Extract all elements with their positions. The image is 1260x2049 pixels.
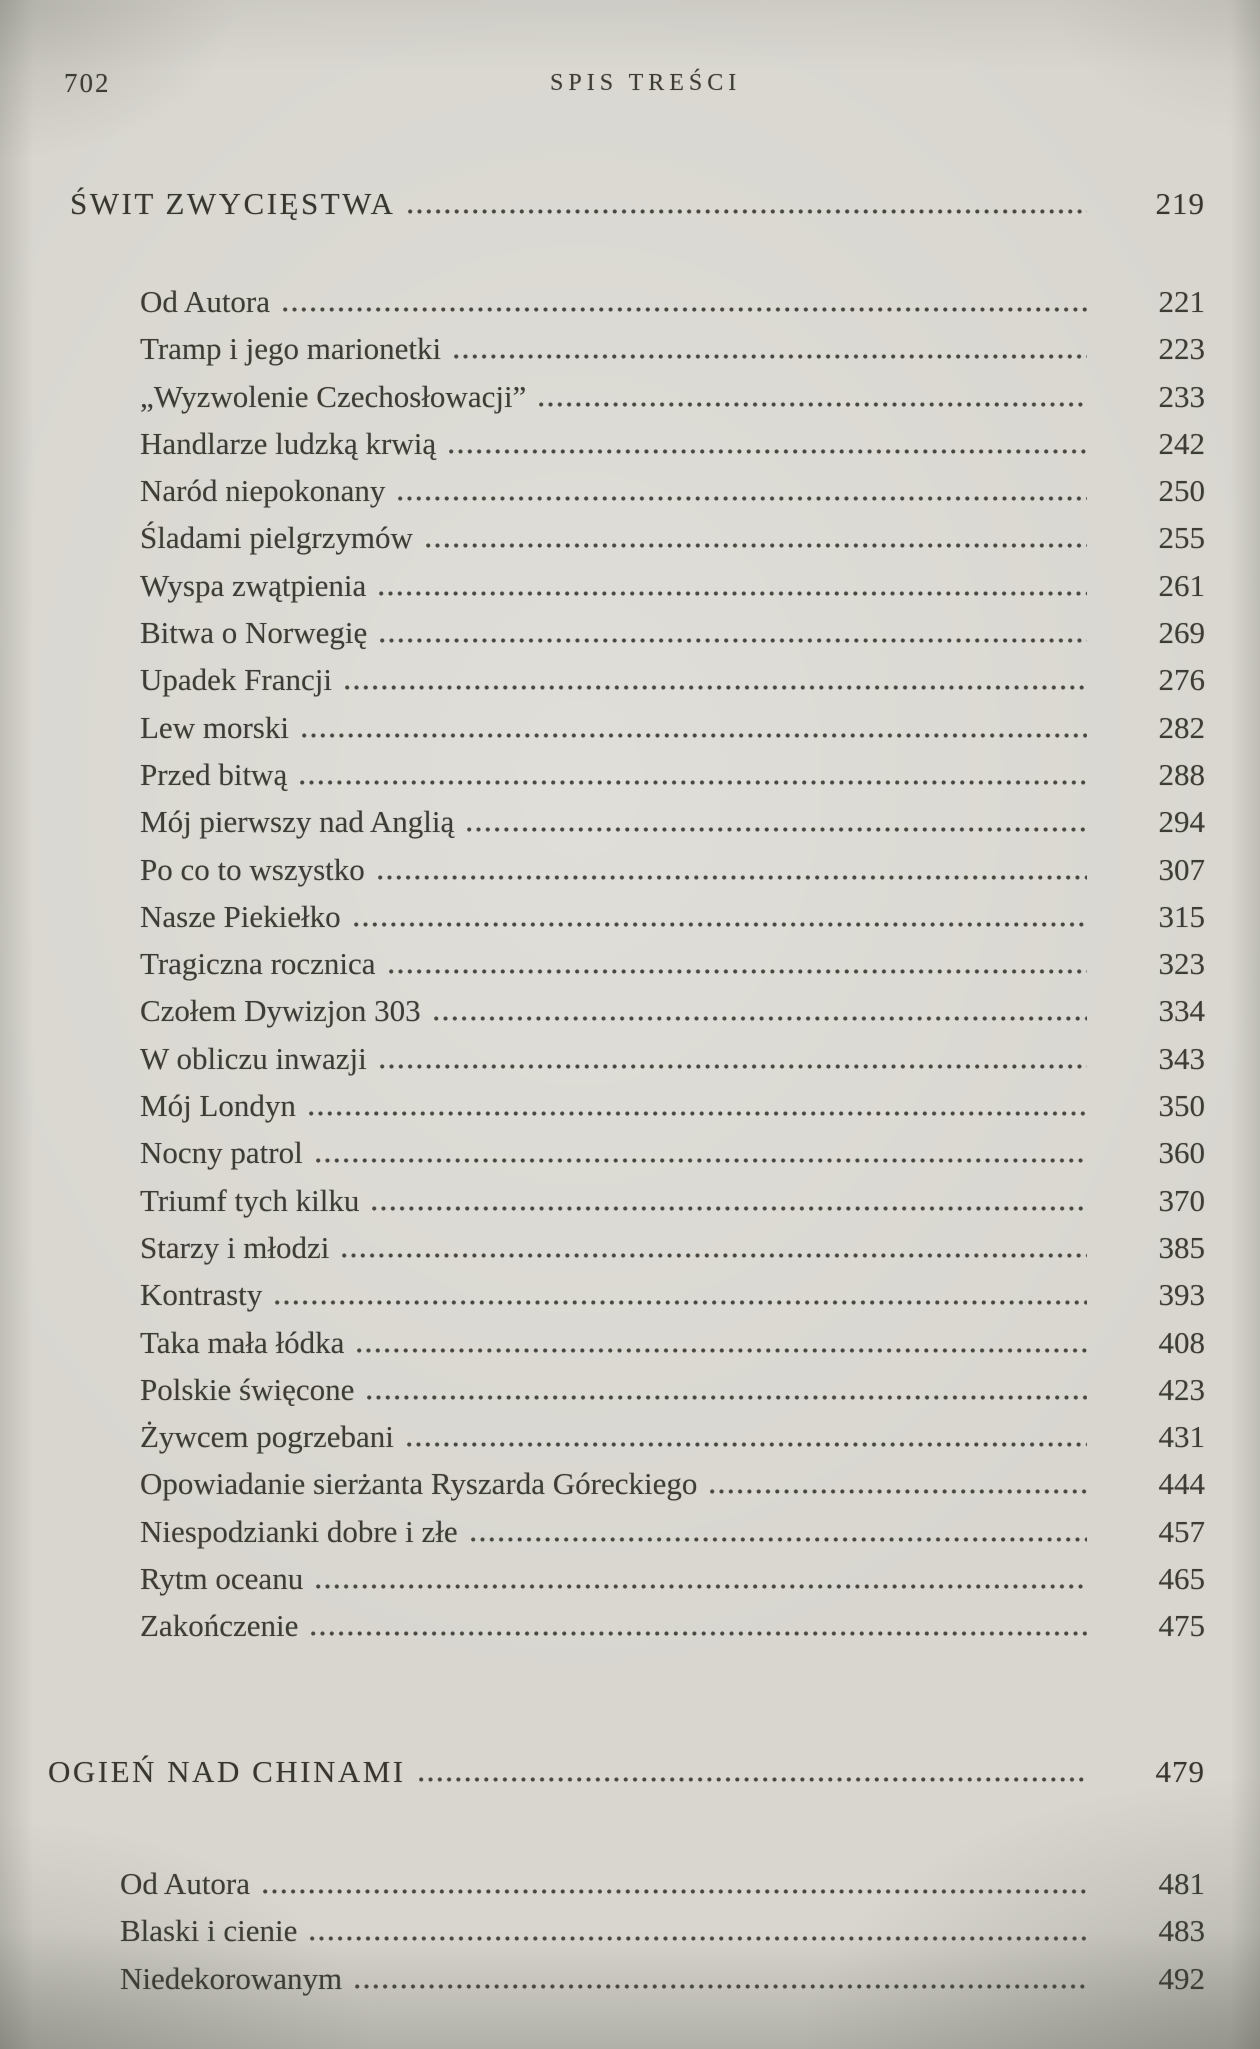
entry-page-number: 408	[1158, 1324, 1205, 1360]
entry-title: W obliczu inwazji	[140, 1040, 367, 1076]
toc-row	[140, 1177, 1205, 1224]
entry-page-number: 269	[1158, 615, 1205, 651]
dot-leader	[354, 922, 1087, 927]
dot-leader	[372, 1206, 1087, 1211]
toc-row	[140, 656, 1205, 703]
toc-row	[140, 420, 1205, 467]
entry-title: Od Autora	[140, 284, 271, 319]
entry-title: Mój Londyn	[140, 1088, 296, 1124]
toc-row	[140, 846, 1205, 893]
entry-page-number: 282	[1158, 709, 1205, 745]
entry-title: Opowiadanie sierżanta Ryszarda Góreckiego	[140, 1466, 698, 1502]
entry-title: Śladami pielgrzymów	[140, 520, 413, 556]
toc-row	[120, 1955, 1205, 2002]
section-page-number: 479	[1155, 1754, 1205, 1789]
entry-title: Tragiczna rocznica	[140, 946, 376, 982]
entry-page-number: 315	[1158, 898, 1205, 934]
toc-row	[140, 1602, 1205, 1649]
entry-title: Rytm oceanu	[140, 1561, 304, 1597]
entry-page-number: 242	[1158, 425, 1205, 461]
toc-row	[140, 1508, 1205, 1555]
toc-row	[140, 704, 1205, 751]
entry-title: Żywcem pogrzebani	[140, 1419, 394, 1455]
toc-row	[140, 1224, 1205, 1271]
entry-title: Taka mała łódka	[140, 1324, 345, 1360]
entry-page-number: 294	[1158, 804, 1205, 840]
entry-title: Upadek Francji	[140, 662, 332, 698]
dot-leader	[471, 1537, 1087, 1542]
toc-row	[140, 1413, 1205, 1460]
toc-row	[140, 373, 1205, 420]
entry-page-number: 475	[1158, 1608, 1205, 1644]
toc-row	[120, 1907, 1205, 1954]
toc-row	[140, 609, 1205, 656]
dot-leader	[316, 1584, 1087, 1589]
entry-title: Nocny patrol	[140, 1135, 303, 1171]
dot-leader	[407, 1442, 1087, 1447]
dot-leader	[283, 307, 1087, 312]
dot-leader	[300, 780, 1087, 785]
toc-entries	[120, 1860, 1205, 2002]
entry-title: Bitwa o Norwegię	[140, 615, 368, 651]
dot-leader	[454, 354, 1087, 359]
dot-leader	[275, 1300, 1087, 1305]
entry-title: Tramp i jego marionetki	[140, 331, 442, 367]
dot-leader	[302, 733, 1087, 738]
entry-page-number: 481	[1158, 1866, 1205, 1901]
entry-page-number: 276	[1158, 662, 1205, 698]
entry-title: Naród niepokonany	[140, 473, 386, 509]
dot-leader	[263, 1889, 1087, 1894]
dot-leader	[342, 1253, 1087, 1258]
toc-row	[120, 1860, 1205, 1907]
entry-page-number: 221	[1158, 284, 1205, 319]
toc-row	[140, 940, 1205, 987]
dot-leader	[408, 209, 1087, 214]
entry-page-number: 223	[1158, 331, 1205, 367]
entry-page-number: 323	[1158, 946, 1205, 982]
dot-leader	[310, 1936, 1087, 1941]
entry-title: Zakończenie	[140, 1608, 299, 1644]
entry-page-number: 492	[1158, 1960, 1205, 1996]
section-heading	[70, 180, 1205, 228]
toc-row	[140, 278, 1205, 325]
dot-leader	[398, 496, 1087, 501]
entry-title: Niedekorowanym	[120, 1960, 343, 1996]
toc-row	[140, 1319, 1205, 1366]
entry-page-number: 360	[1158, 1135, 1205, 1171]
toc-row	[140, 562, 1205, 609]
dot-leader	[426, 543, 1087, 548]
entry-title: Po co to wszystko	[140, 851, 365, 887]
entry-title: Mój pierwszy nad Anglią	[140, 804, 455, 840]
toc-row	[140, 1460, 1205, 1507]
entry-page-number: 483	[1158, 1913, 1205, 1949]
dot-leader	[380, 1064, 1087, 1069]
toc-row	[140, 467, 1205, 514]
toc-entries	[140, 278, 1205, 1650]
dot-leader	[710, 1489, 1087, 1494]
entry-title: Lew morski	[140, 709, 289, 745]
toc-row	[140, 325, 1205, 372]
section-title: ŚWIT ZWYCIĘSTWA	[70, 186, 396, 221]
toc-row	[140, 751, 1205, 798]
entry-title: Handlarze ludzką krwią	[140, 425, 437, 461]
dot-leader	[367, 1395, 1087, 1400]
entry-title: Triumf tych kilku	[140, 1182, 360, 1218]
dot-leader	[434, 1016, 1087, 1021]
entry-page-number: 250	[1158, 473, 1205, 509]
entry-title: Nasze Piekiełko	[140, 898, 341, 934]
dot-leader	[355, 1984, 1087, 1989]
dot-leader	[316, 1158, 1087, 1163]
section-heading	[48, 1748, 1205, 1796]
dot-leader	[389, 969, 1087, 974]
entry-page-number: 261	[1158, 567, 1205, 603]
entry-page-number: 334	[1158, 993, 1205, 1029]
entry-page-number: 431	[1158, 1419, 1205, 1455]
entry-title: Blaski i cienie	[120, 1913, 298, 1949]
entry-page-number: 255	[1158, 520, 1205, 556]
entry-title: Starzy i młodzi	[140, 1229, 330, 1265]
entry-page-number: 233	[1158, 378, 1205, 414]
entry-page-number: 307	[1158, 851, 1205, 887]
dot-leader	[380, 638, 1087, 643]
dot-leader	[311, 1631, 1087, 1636]
toc-row	[140, 514, 1205, 561]
entry-title: Wyspa zwątpienia	[140, 567, 367, 603]
running-header: SPIS TREŚCI	[550, 70, 742, 96]
entry-title: Niespodzianki dobre i złe	[140, 1513, 458, 1549]
entry-page-number: 393	[1158, 1277, 1205, 1313]
entry-page-number: 350	[1158, 1088, 1205, 1124]
dot-leader	[309, 1111, 1087, 1116]
dot-leader	[539, 402, 1087, 407]
entry-title: „Wyzwolenie Czechosłowacji”	[140, 378, 527, 414]
entry-page-number: 370	[1158, 1182, 1205, 1218]
entry-title: Kontrasty	[140, 1277, 263, 1313]
entry-page-number: 465	[1158, 1561, 1205, 1597]
dot-leader	[467, 827, 1087, 832]
toc-row	[140, 1366, 1205, 1413]
toc-row	[140, 893, 1205, 940]
dot-leader	[449, 449, 1087, 454]
toc-row	[140, 1271, 1205, 1318]
entry-title: Polskie święcone	[140, 1371, 355, 1407]
entry-title: Czołem Dywizjon 303	[140, 993, 421, 1029]
entry-page-number: 457	[1158, 1513, 1205, 1549]
dot-leader	[379, 591, 1087, 596]
dot-leader	[357, 1348, 1087, 1353]
toc-row	[140, 987, 1205, 1034]
toc-row	[140, 1082, 1205, 1129]
toc-row	[140, 798, 1205, 845]
toc-row	[140, 1555, 1205, 1602]
section-page-number: 219	[1155, 186, 1205, 221]
entry-title: Od Autora	[120, 1866, 251, 1901]
entry-title: Przed bitwą	[140, 756, 288, 792]
entry-page-number: 343	[1158, 1040, 1205, 1076]
folio-number: 702	[64, 68, 111, 98]
section-title: OGIEŃ NAD CHINAMI	[48, 1754, 406, 1789]
toc-row	[140, 1035, 1205, 1082]
entry-page-number: 385	[1158, 1229, 1205, 1265]
dot-leader	[378, 875, 1087, 880]
entry-page-number: 423	[1158, 1371, 1205, 1407]
dot-leader	[419, 1777, 1087, 1782]
toc-row	[140, 1129, 1205, 1176]
entry-page-number: 444	[1158, 1466, 1205, 1502]
dot-leader	[345, 685, 1087, 690]
entry-page-number: 288	[1158, 756, 1205, 792]
